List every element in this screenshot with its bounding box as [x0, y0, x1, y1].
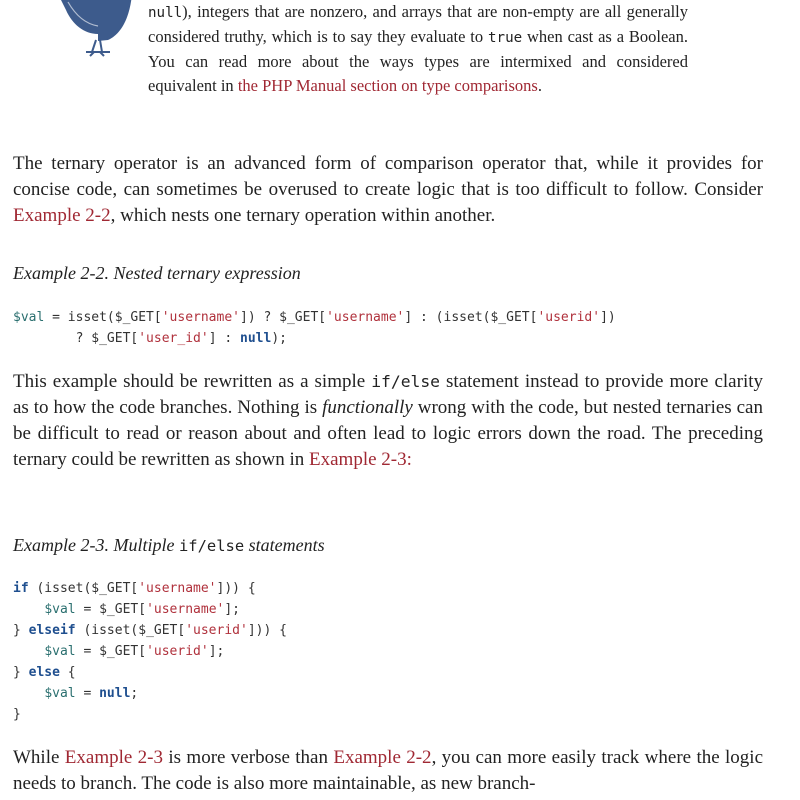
bird-note-icon — [40, 0, 136, 58]
paragraph-rewrite — [13, 369, 763, 473]
emphasis-functionally: functionally — [322, 397, 413, 418]
code-true: true — [487, 30, 523, 46]
example-2-2-link[interactable]: Example 2-2 — [13, 205, 111, 226]
code-string: 'username' — [326, 310, 405, 325]
para3-text-b: is more verbose than — [163, 747, 334, 768]
example-2-2-link-2[interactable]: Example 2-2 — [333, 747, 432, 768]
title-text-a: Example 2-3. Multiple — [13, 535, 179, 555]
code-keyword: null — [99, 686, 131, 701]
code-part: = $_GET[ — [75, 644, 147, 659]
para2-text-c: wrong with the code, but nested ternaries can be difficult to read or reason about and often lead to logic errors down the road. The preceding ternary could be rewritten as shown in — [13, 397, 763, 470]
code-block-if-else — [13, 578, 287, 725]
title-code: if/else — [178, 537, 245, 555]
code-string: 'userid' — [146, 644, 209, 659]
code-keyword: null — [240, 331, 272, 346]
code-part: ] : — [208, 331, 240, 346]
note-block — [148, 0, 688, 98]
example-2-3-title — [13, 533, 325, 558]
para1-text-b: , which nests one ternary operation within another. — [110, 205, 496, 226]
code-part: } — [13, 623, 29, 638]
code-part: ); — [271, 331, 287, 346]
code-indent — [13, 602, 44, 617]
para2-text-b: statement instead to provide more clarity as to how the code branches. Nothing is — [13, 371, 764, 418]
code-part: ] : (isset($_GET[ — [404, 310, 538, 325]
note-text-1: ), integers that are nonzero, and arrays that are non-empty are all generally considered truthy, which is to say they evaluate to — [148, 2, 688, 46]
code-var: $val — [13, 310, 45, 325]
code-indent — [13, 686, 44, 701]
code-part: { — [59, 665, 76, 680]
code-string: 'username' — [138, 581, 217, 596]
code-part: } — [13, 665, 29, 680]
code-string: 'userid' — [537, 310, 601, 325]
code-part: = — [75, 686, 100, 701]
code-indent — [13, 644, 44, 659]
code-part: ]) ? $_GET[ — [240, 310, 327, 325]
example-2-3-link-2[interactable]: Example 2-3 — [64, 747, 164, 768]
code-null: null — [148, 5, 183, 21]
code-string: 'username' — [161, 310, 240, 325]
note-text-2: when cast as a Boolean. You can read more about the ways types are intermixed and considered equivalent in — [148, 27, 688, 95]
php-manual-link[interactable]: the PHP Manual section on type comparisons — [237, 76, 538, 95]
code-keyword: if — [13, 581, 29, 596]
note-end: . — [537, 76, 542, 95]
para2-text-d: : — [406, 449, 412, 470]
code-var: $val — [44, 644, 76, 659]
code-string: 'userid' — [185, 623, 248, 638]
code-part: ]) — [600, 310, 616, 325]
code-part: ? $_GET[ — [13, 331, 139, 346]
code-part: ; — [130, 686, 139, 701]
code-part: ]; — [224, 602, 241, 617]
note-text — [148, 0, 688, 98]
para1-text-a: The ternary operator is an advanced form of comparison operator that, while it provides for concise code, can sometimes be overused to create logic that is too difficult to follow. Consider — [13, 153, 763, 200]
example-2-3-link[interactable]: Example 2-3 — [309, 449, 407, 470]
example-2-2-title: Example 2-2. Nested ternary expression — [13, 263, 301, 283]
code-string: 'user_id' — [138, 331, 209, 346]
code-part: (isset($_GET[ — [75, 623, 186, 638]
code-if-else: if/else — [371, 372, 441, 391]
code-part: ])) { — [247, 623, 287, 638]
para3-text-c: , you can more easily track where the logic needs to branch. The code is also more maintainable, as new branch- — [13, 747, 764, 794]
code-part: = $_GET[ — [75, 602, 147, 617]
title-text-b: statements — [244, 535, 325, 555]
paragraph-ternary — [13, 151, 763, 229]
para2-text-a: This example should be rewritten as a simple — [13, 371, 372, 392]
code-part: ])) { — [216, 581, 256, 596]
para3-text-a: While — [13, 747, 65, 768]
code-var: $val — [44, 686, 76, 701]
code-keyword: else — [28, 665, 60, 680]
code-keyword: elseif — [28, 623, 76, 638]
code-part: ]; — [208, 644, 225, 659]
code-var: $val — [44, 602, 76, 617]
code-part: (isset($_GET[ — [28, 581, 139, 596]
code-block-nested-ternary — [13, 307, 616, 349]
paragraph-verbose — [13, 745, 763, 797]
code-string: 'username' — [146, 602, 225, 617]
code-part: = isset($_GET[ — [44, 310, 162, 325]
code-part: } — [13, 707, 21, 722]
